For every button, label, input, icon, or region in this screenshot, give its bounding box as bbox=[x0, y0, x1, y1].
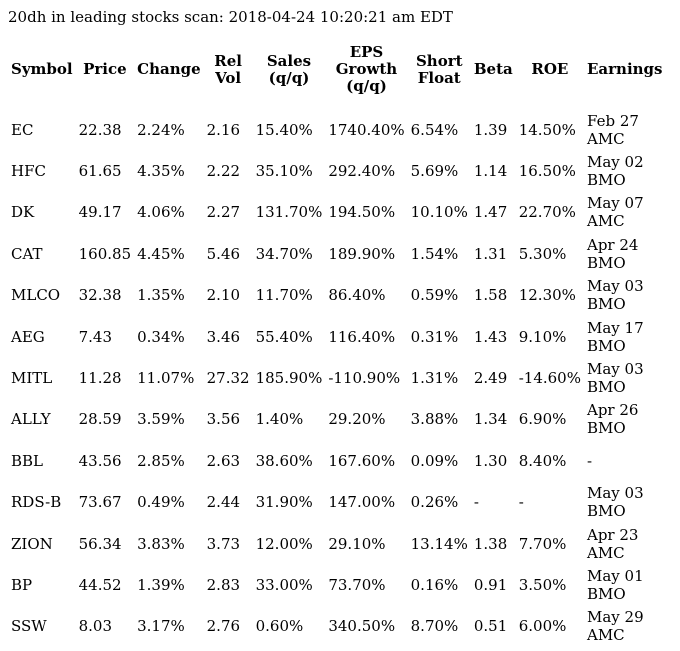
cell-symbol: SSW bbox=[11, 617, 47, 636]
cell-eps: 167.60% bbox=[328, 451, 396, 470]
cell-change: 4.35% bbox=[137, 162, 185, 181]
table-row bbox=[8, 399, 665, 440]
column-header-symbol bbox=[8, 44, 76, 109]
cell-rel-vol: 2.10 bbox=[206, 286, 241, 305]
column-header-roe bbox=[516, 44, 584, 109]
cell-short: 3.88% bbox=[410, 410, 459, 429]
cell-change: 1.35% bbox=[137, 286, 185, 305]
cell-sales: 12.00% bbox=[255, 534, 313, 553]
earnings-date: Feb 27 bbox=[586, 111, 639, 130]
cell-rel-vol: 2.63 bbox=[206, 451, 241, 470]
cell-sales: 0.60% bbox=[255, 617, 304, 636]
column-header-short-float bbox=[408, 44, 471, 109]
cell-change: 4.45% bbox=[137, 244, 185, 263]
cell-change: 3.17% bbox=[137, 617, 185, 636]
earnings-date: May 17 bbox=[586, 318, 644, 337]
cell-earnings bbox=[584, 357, 666, 398]
cell-beta: 1.47 bbox=[473, 203, 508, 222]
earnings-time: AMC bbox=[586, 129, 625, 148]
header-row bbox=[8, 44, 665, 109]
column-header-earnings bbox=[584, 44, 666, 109]
cell-symbol: DK bbox=[11, 203, 35, 222]
cell-symbol: AEG bbox=[11, 327, 45, 346]
cell-sales: 15.40% bbox=[255, 120, 313, 139]
column-header-price bbox=[76, 44, 135, 109]
cell-sales: 34.70% bbox=[255, 244, 313, 263]
column-header-text: ROE bbox=[531, 60, 569, 78]
earnings-date: May 03 bbox=[586, 277, 644, 296]
earnings-date: May 29 bbox=[586, 608, 644, 627]
column-header-text: Vol bbox=[215, 68, 242, 87]
cell-roe: 7.70% bbox=[518, 534, 567, 553]
earnings-date: Apr 26 bbox=[586, 401, 639, 420]
earnings-date: Apr 23 bbox=[586, 525, 639, 544]
earnings-date: May 01 bbox=[586, 566, 644, 585]
cell-sales: 31.90% bbox=[255, 493, 313, 512]
cell-roe: 12.30% bbox=[518, 286, 576, 305]
cell-sales: 55.40% bbox=[255, 327, 313, 346]
cell-beta: 1.34 bbox=[473, 410, 508, 429]
cell-short: 0.16% bbox=[410, 575, 459, 594]
earnings-time: BMO bbox=[586, 171, 626, 190]
cell-symbol: RDS-B bbox=[11, 493, 62, 512]
cell-roe: 6.00% bbox=[518, 617, 567, 636]
cell-beta: 1.38 bbox=[473, 534, 508, 553]
earnings-time: BMO bbox=[586, 378, 626, 397]
cell-symbol: CAT bbox=[11, 244, 43, 263]
cell-eps: -110.90% bbox=[328, 369, 401, 388]
cell-sales: 33.00% bbox=[255, 575, 313, 594]
cell-change: 0.49% bbox=[137, 493, 185, 512]
table-row bbox=[8, 523, 665, 564]
cell-beta: 1.58 bbox=[473, 286, 508, 305]
cell-price: 56.34 bbox=[78, 534, 122, 553]
cell-roe: 14.50% bbox=[518, 120, 576, 139]
scan-title: 20dh in leading stocks scan: 2018-04-24 10:20:21 am EDT bbox=[8, 8, 453, 26]
cell-earnings bbox=[584, 109, 666, 150]
cell-symbol: MLCO bbox=[11, 286, 61, 305]
table-row bbox=[8, 564, 665, 605]
cell-symbol: MITL bbox=[11, 369, 53, 388]
cell-beta: 0.51 bbox=[473, 617, 508, 636]
cell-earnings bbox=[584, 564, 666, 605]
table-row bbox=[8, 275, 665, 316]
cell-eps: 29.20% bbox=[328, 410, 386, 429]
cell-price: 7.43 bbox=[78, 327, 113, 346]
cell-beta: 2.49 bbox=[473, 369, 508, 388]
cell-symbol: HFC bbox=[11, 162, 46, 181]
cell-change: 3.59% bbox=[137, 410, 185, 429]
cell-short: 1.31% bbox=[410, 369, 459, 388]
column-header-text: Earnings bbox=[586, 60, 663, 78]
cell-earnings bbox=[584, 482, 666, 523]
cell-earnings bbox=[584, 150, 666, 191]
cell-short: 0.31% bbox=[410, 327, 459, 346]
cell-rel-vol: 3.56 bbox=[206, 410, 241, 429]
cell-roe: 5.30% bbox=[518, 244, 567, 263]
cell-rel-vol: 2.83 bbox=[206, 575, 241, 594]
cell-sales: 38.60% bbox=[255, 451, 313, 470]
column-header-text: EPS bbox=[349, 43, 384, 61]
cell-change: 2.85% bbox=[137, 451, 185, 470]
cell-beta: - bbox=[473, 493, 479, 512]
cell-price: 22.38 bbox=[78, 120, 122, 139]
cell-short: 10.10% bbox=[410, 203, 468, 222]
cell-rel-vol: 3.46 bbox=[206, 327, 241, 346]
cell-short: 0.09% bbox=[410, 451, 459, 470]
stocks-table bbox=[8, 44, 665, 647]
cell-change: 4.06% bbox=[137, 203, 185, 222]
column-header-text: Sales bbox=[266, 51, 312, 70]
cell-short: 0.26% bbox=[410, 493, 459, 512]
table-row bbox=[8, 233, 665, 274]
cell-beta: 1.39 bbox=[473, 120, 508, 139]
cell-price: 8.03 bbox=[78, 617, 113, 636]
cell-price: 28.59 bbox=[78, 410, 122, 429]
cell-eps: 73.70% bbox=[328, 575, 386, 594]
column-header-text: Float bbox=[417, 68, 461, 87]
cell-change: 1.39% bbox=[137, 575, 185, 594]
cell-short: 0.59% bbox=[410, 286, 459, 305]
cell-eps: 292.40% bbox=[328, 162, 396, 181]
cell-sales: 131.70% bbox=[255, 203, 323, 222]
column-header-change bbox=[134, 44, 204, 109]
cell-eps: 194.50% bbox=[328, 203, 396, 222]
cell-price: 32.38 bbox=[78, 286, 122, 305]
cell-beta: 0.91 bbox=[473, 575, 508, 594]
cell-eps: 1740.40% bbox=[328, 120, 405, 139]
earnings-date: May 03 bbox=[586, 360, 644, 379]
cell-eps: 29.10% bbox=[328, 534, 386, 553]
column-header-text: Symbol bbox=[11, 60, 73, 78]
earnings-time: BMO bbox=[586, 336, 626, 355]
earnings-time: AMC bbox=[586, 626, 625, 645]
cell-change: 3.83% bbox=[137, 534, 185, 553]
earnings-time: BMO bbox=[586, 584, 626, 603]
cell-eps: 340.50% bbox=[328, 617, 396, 636]
column-header-text: Growth bbox=[335, 60, 398, 78]
column-header-text: (q/q) bbox=[268, 68, 310, 87]
cell-roe: 22.70% bbox=[518, 203, 576, 222]
cell-rel-vol: 27.32 bbox=[206, 369, 250, 388]
cell-short: 6.54% bbox=[410, 120, 459, 139]
cell-roe: -14.60% bbox=[518, 369, 581, 388]
column-header-beta bbox=[471, 44, 516, 109]
cell-rel-vol: 5.46 bbox=[206, 244, 241, 263]
cell-rel-vol: 2.44 bbox=[206, 493, 241, 512]
cell-change: 0.34% bbox=[137, 327, 185, 346]
cell-symbol: ZION bbox=[11, 534, 53, 553]
cell-roe: - bbox=[518, 493, 524, 512]
table-row bbox=[8, 606, 665, 647]
cell-sales: 11.70% bbox=[255, 286, 313, 305]
cell-earnings bbox=[584, 192, 666, 233]
table-row bbox=[8, 150, 665, 191]
earnings-time: AMC bbox=[586, 212, 625, 231]
cell-earnings bbox=[584, 316, 666, 357]
earnings-time: BMO bbox=[586, 295, 626, 314]
cell-short: 13.14% bbox=[410, 534, 468, 553]
column-header-text: Short bbox=[415, 51, 463, 70]
table-row bbox=[8, 482, 665, 523]
column-header-rel-vol bbox=[204, 44, 253, 109]
cell-symbol: EC bbox=[11, 120, 34, 139]
cell-roe: 16.50% bbox=[518, 162, 576, 181]
cell-earnings bbox=[584, 399, 666, 440]
cell-rel-vol: 2.76 bbox=[206, 617, 241, 636]
earnings-date: May 02 bbox=[586, 153, 644, 172]
cell-earnings bbox=[584, 233, 666, 274]
column-header-text: (q/q) bbox=[346, 77, 387, 95]
cell-eps: 147.00% bbox=[328, 493, 396, 512]
cell-eps: 86.40% bbox=[328, 286, 386, 305]
cell-eps: 116.40% bbox=[328, 327, 396, 346]
cell-change: 11.07% bbox=[137, 369, 195, 388]
earnings-time: AMC bbox=[586, 543, 625, 562]
cell-price: 44.52 bbox=[78, 575, 122, 594]
cell-roe: 9.10% bbox=[518, 327, 567, 346]
column-header-text: Beta bbox=[473, 60, 513, 78]
table-row bbox=[8, 192, 665, 233]
column-header-text: Price bbox=[83, 60, 127, 78]
cell-beta: 1.31 bbox=[473, 244, 508, 263]
cell-short: 8.70% bbox=[410, 617, 459, 636]
earnings-date: - bbox=[586, 451, 593, 470]
cell-roe: 6.90% bbox=[518, 410, 567, 429]
earnings-date: May 03 bbox=[586, 484, 644, 503]
cell-sales: 185.90% bbox=[255, 369, 323, 388]
cell-symbol: BBL bbox=[11, 451, 44, 470]
earnings-date: Apr 24 bbox=[586, 235, 639, 254]
cell-roe: 3.50% bbox=[518, 575, 567, 594]
cell-rel-vol: 2.16 bbox=[206, 120, 241, 139]
cell-rel-vol: 3.73 bbox=[206, 534, 241, 553]
cell-earnings bbox=[584, 275, 666, 316]
cell-change: 2.24% bbox=[137, 120, 185, 139]
earnings-time: BMO bbox=[586, 253, 626, 272]
table-body bbox=[8, 109, 665, 647]
cell-beta: 1.43 bbox=[473, 327, 508, 346]
cell-eps: 189.90% bbox=[328, 244, 396, 263]
column-header-text: Rel bbox=[214, 51, 242, 70]
table-row bbox=[8, 109, 665, 150]
cell-symbol: ALLY bbox=[11, 410, 51, 429]
cell-earnings bbox=[584, 606, 666, 647]
earnings-time: BMO bbox=[586, 502, 626, 521]
table-row bbox=[8, 316, 665, 357]
earnings-time: BMO bbox=[586, 419, 626, 438]
cell-price: 49.17 bbox=[78, 203, 122, 222]
table-row bbox=[8, 357, 665, 398]
cell-beta: 1.30 bbox=[473, 451, 508, 470]
cell-rel-vol: 2.27 bbox=[206, 203, 241, 222]
table-row bbox=[8, 440, 665, 481]
cell-earnings bbox=[584, 440, 666, 481]
cell-price: 73.67 bbox=[78, 493, 122, 512]
cell-sales: 35.10% bbox=[255, 162, 313, 181]
table-header bbox=[8, 44, 665, 109]
cell-rel-vol: 2.22 bbox=[206, 162, 241, 181]
cell-roe: 8.40% bbox=[518, 451, 567, 470]
cell-price: 43.56 bbox=[78, 451, 122, 470]
cell-beta: 1.14 bbox=[473, 162, 508, 181]
cell-earnings bbox=[584, 523, 666, 564]
column-header-sales bbox=[253, 44, 326, 109]
cell-short: 1.54% bbox=[410, 244, 459, 263]
cell-price: 11.28 bbox=[78, 369, 122, 388]
column-header-eps-growth bbox=[325, 44, 407, 109]
column-header-text: Change bbox=[137, 60, 201, 78]
cell-short: 5.69% bbox=[410, 162, 459, 181]
cell-sales: 1.40% bbox=[255, 410, 304, 429]
cell-symbol: BP bbox=[11, 575, 33, 594]
earnings-date: May 07 bbox=[586, 194, 644, 213]
cell-price: 160.85 bbox=[78, 244, 132, 263]
cell-price: 61.65 bbox=[78, 162, 122, 181]
